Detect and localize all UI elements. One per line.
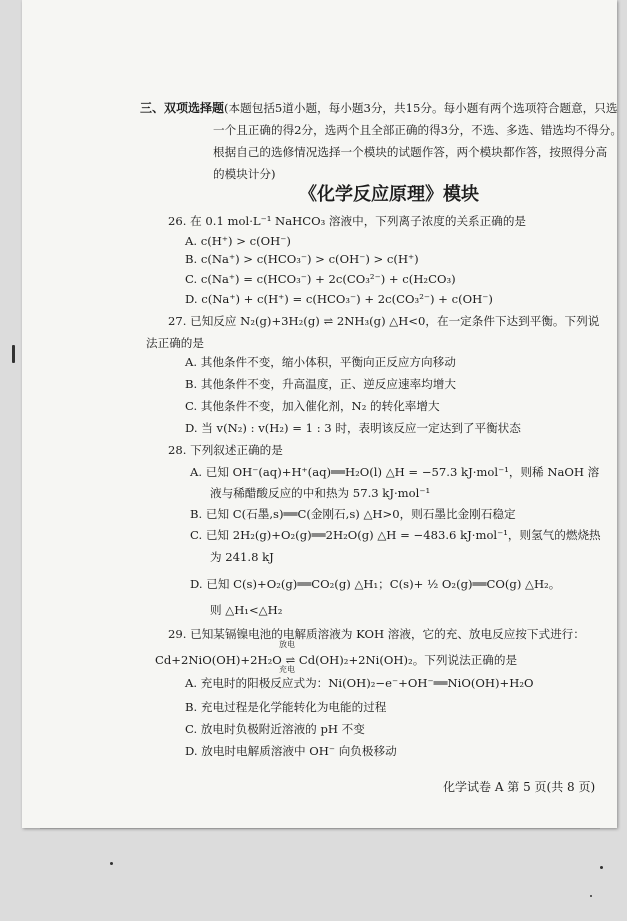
question-27-stem-line-1: 27. 已知反应 N₂(g)+3H₂(g) ⇌ 2NH₃(g) △H<0，在一定条件下达到平衡。下列说 <box>168 314 600 328</box>
charge-arrow-label: 充电 <box>279 665 295 674</box>
question-27-stem-line-2: 法正确的是 <box>146 336 204 350</box>
question-28-option-c-line-2: 为 241.8 kJ <box>210 550 274 564</box>
question-27-option-a: A. 其他条件不变，缩小体积，平衡向正反应方向移动 <box>185 355 456 369</box>
question-26-option-c: C. c(Na⁺) = c(HCO₃⁻) + 2c(CO₃²⁻) + c(H₂CO₃) <box>185 272 456 286</box>
section-instructions-line-3: 根据自己的选修情况选择一个模块的试题作答，两个模块都作答，按照得分高 <box>213 145 608 159</box>
question-28-option-d-line-1: D. 已知 C(s)+O₂(g)══CO₂(g) △H₁；C(s)+ ½ O₂(g)══CO(g) △H₂。 <box>190 577 561 591</box>
question-28-option-a-line-1: A. 已知 OH⁻(aq)+H⁺(aq)══H₂O(l) △H = −57.3 kJ·mol⁻¹，则稀 NaOH 溶 <box>190 465 600 479</box>
discharge-arrow-label: 放电 <box>279 640 295 649</box>
paper-edge-shadow <box>40 828 600 833</box>
scan-speck <box>590 895 592 897</box>
question-29-option-a: A. 充电时的阳极反应式为：Ni(OH)₂−e⁻+OH⁻══NiO(OH)+H₂O <box>185 676 534 690</box>
question-28-option-c-line-1: C. 已知 2H₂(g)+O₂(g)══2H₂O(g) △H = −483.6 kJ·mol⁻¹，则氢气的燃烧热 <box>190 528 601 542</box>
question-28-option-a-line-2: 液与稀醋酸反应的中和热为 57.3 kJ·mol⁻¹ <box>210 486 431 500</box>
page-footer: 化学试卷 A 第 5 页(共 8 页) <box>443 780 596 794</box>
section-heading: 三、双项选择题 <box>140 101 225 115</box>
question-29-stem-line-1: 29. 已知某镉镍电池的电解质溶液为 KOH 溶液，它的充、放电反应按下式进行： <box>168 627 585 641</box>
module-title: 《化学反应原理》模块 <box>299 184 479 205</box>
question-28-option-d-line-2: 则 △H₁<△H₂ <box>210 603 283 617</box>
question-26-stem: 26. 在 0.1 mol·L⁻¹ NaHCO₃ 溶液中，下列离子浓度的关系正确的是 <box>168 214 527 228</box>
question-26-option-b: B. c(Na⁺) > c(HCO₃⁻) > c(OH⁻) > c(H⁺) <box>185 252 419 266</box>
scan-speck <box>600 866 603 869</box>
question-27-option-d: D. 当 v(N₂) : v(H₂) = 1 : 3 时，表明该反应一定达到了平衡状态 <box>185 421 521 435</box>
section-instructions-line-4: 的模块计分) <box>213 167 276 181</box>
question-28-stem: 28. 下列叙述正确的是 <box>168 443 283 457</box>
question-28-option-b: B. 已知 C(石墨,s)══C(金刚石,s) △H>0，则石墨比金刚石稳定 <box>190 507 516 521</box>
question-27-option-c: C. 其他条件不变，加入催化剂，N₂ 的转化率增大 <box>185 399 440 413</box>
question-29-option-c: C. 放电时负极附近溶液的 pH 不变 <box>185 722 365 736</box>
question-29-option-d: D. 放电时电解质溶液中 OH⁻ 向负极移动 <box>185 744 397 758</box>
question-26-option-d: D. c(Na⁺) + c(H⁺) = c(HCO₃⁻) + 2c(CO₃²⁻) + c(OH⁻) <box>185 292 493 306</box>
question-29-option-b: B. 充电过程是化学能转化为电能的过程 <box>185 700 387 714</box>
section-instructions-line-1: 三、双项选择题(本题包括5道小题，每小题3分，共15分。每小题有两个选项符合题意，只选 <box>140 101 618 115</box>
question-26-option-a: A. c(H⁺) > c(OH⁻) <box>185 234 291 248</box>
section-instructions-line-2: 一个且正确的得2分，选两个且全部正确的得3分，不选、多选、错选均不得分。 <box>213 123 622 137</box>
question-29-stem-line-2: Cd+2NiO(OH)+2H₂O ⇌ Cd(OH)₂+2Ni(OH)₂。下列说法正确的是 <box>155 653 518 667</box>
question-27-option-b: B. 其他条件不变，升高温度，正、逆反应速率均增大 <box>185 377 456 391</box>
scan-speck <box>12 345 15 363</box>
scan-speck <box>110 862 113 865</box>
